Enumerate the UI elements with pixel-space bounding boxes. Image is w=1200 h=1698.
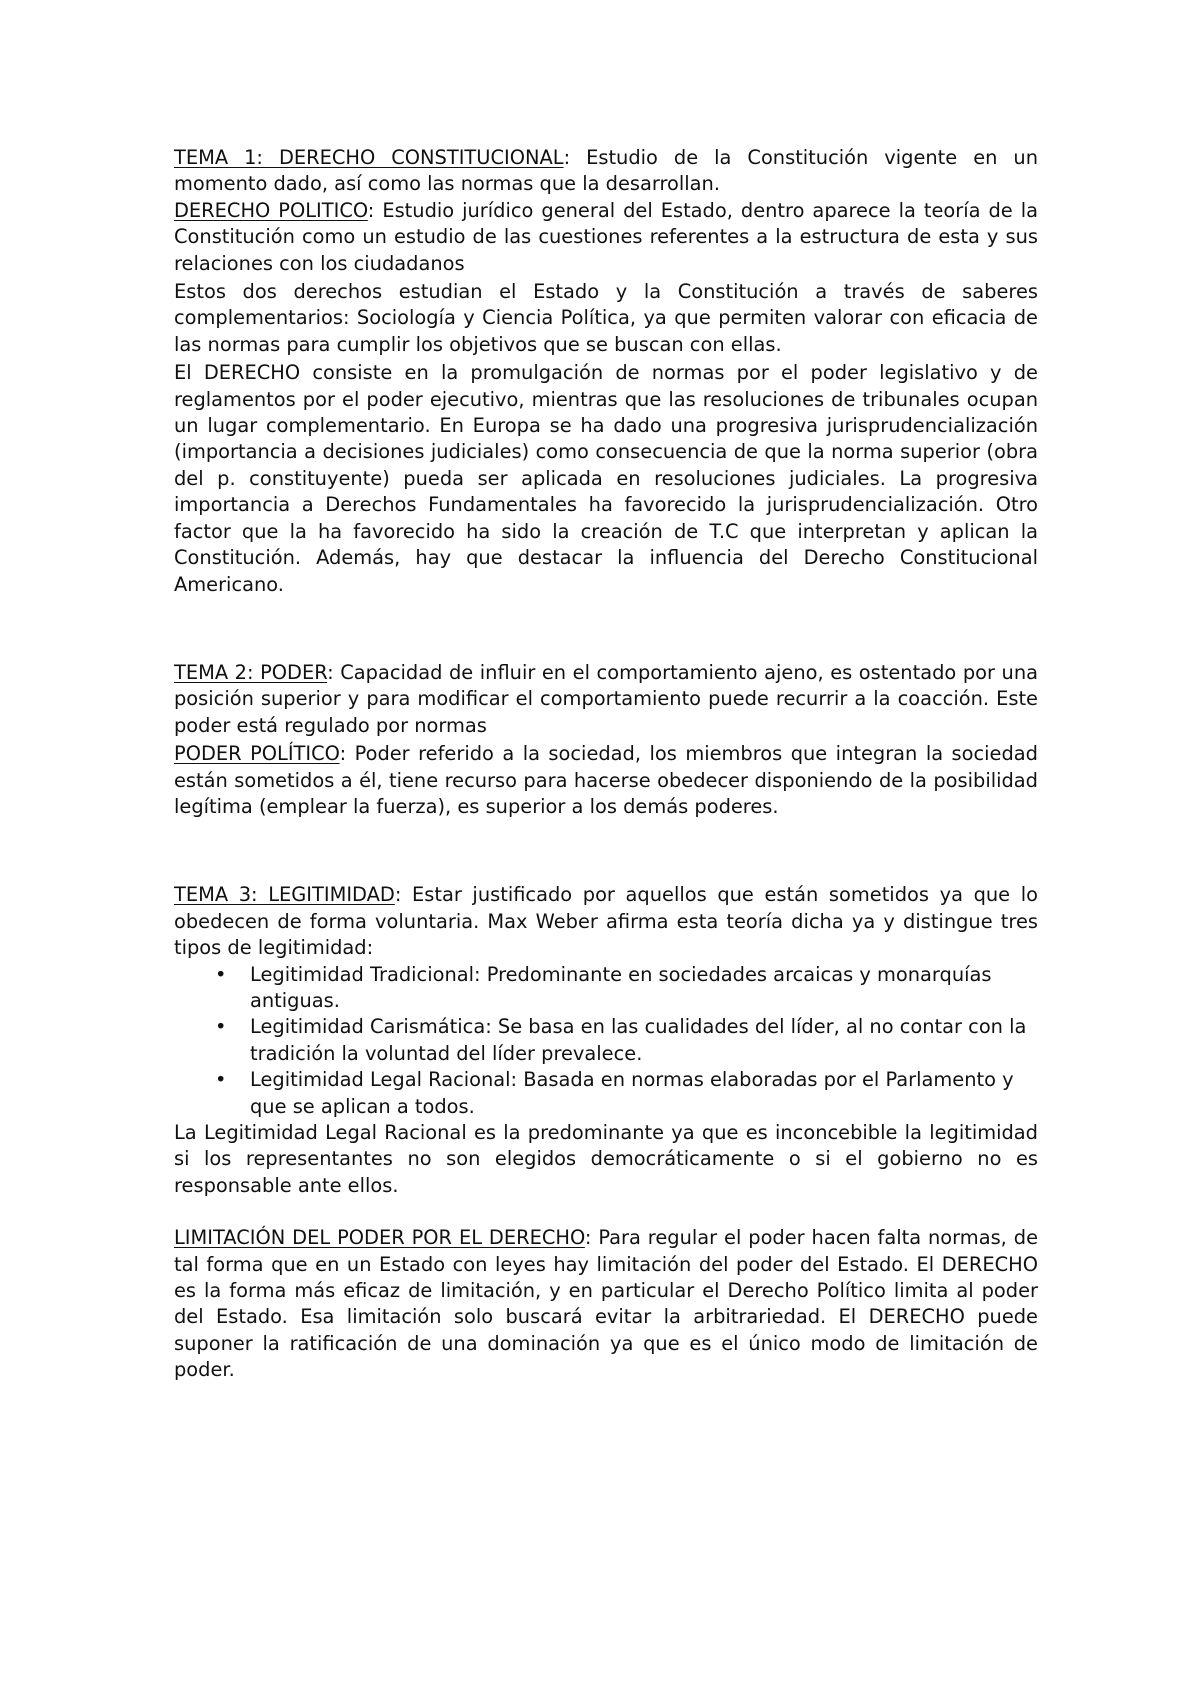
tema1-paragraph-2: [174, 198, 1038, 277]
bullet-icon: •: [215, 962, 227, 986]
list-item-text: Legitimidad Legal Racional: Basada en normas elaboradas por el Parlamento y que se aplican a todos.: [250, 1068, 1014, 1118]
poder-politico-heading: PODER POLÍTICO: [174, 742, 340, 766]
list-item: [174, 962, 1038, 1015]
bullet-icon: •: [215, 1068, 227, 1092]
document-page: [174, 145, 1038, 1384]
tema2-heading: TEMA 2: PODER: [174, 660, 328, 684]
tema3-heading: TEMA 3: LEGITIMIDAD: [174, 883, 395, 907]
tema1-paragraph-3: Estos dos derechos estudian el Estado y la Constitución a través de saberes complementarios: Sociología y Ciencia Política, ya que permiten valorar con eficacia de las normas para cumplir los objetivos que se buscan con ellas.: [174, 280, 1038, 356]
tema3-paragraph-2: La Legitimidad Legal Racional es la predominante ya que es inconcebible la legitimidad si los representantes no son elegidos democráticamente o si el gobierno no es responsable ante ellos.: [174, 1121, 1038, 1197]
tema2-p2-text: : Poder referido a la sociedad, los miembros que integran la sociedad están sometidos a él, tiene recurso para hacerse obedecer disponiendo de la posibilidad legítima (emplear la fuerza), es superior a los demás poderes.: [174, 742, 1038, 818]
tema2-paragraph-1: [174, 660, 1038, 739]
tema3-paragraph-3: [174, 1225, 1038, 1383]
list-item: [174, 1067, 1038, 1120]
bullet-icon: •: [215, 1015, 227, 1039]
derecho-politico-heading: DERECHO POLITICO: [174, 198, 368, 222]
tema2-paragraph-2: [174, 741, 1038, 820]
tema3-p1-text: : Estar justificado por aquellos que están sometidos ya que lo obedecen de forma voluntaria. Max Weber afirma esta teoría dicha ya y distingue tres tipos de legitimidad:: [174, 883, 1038, 960]
tema1-p2-text: : Estudio jurídico general del Estado, dentro aparece la teoría de la Constitución como un estudio de las cuestiones referentes a la estructura de esta y sus relaciones con los ciudadanos: [174, 198, 1038, 275]
list-item-text: Legitimidad Carismática: Se basa en las cualidades del líder, al no contar con la tradición la voluntad del líder prevalece.: [250, 1015, 1027, 1065]
legitimidad-list: [174, 962, 1038, 1120]
tema2-p1-text: : Capacidad de influir en el comportamiento ajeno, es ostentado por una posición superior y para modificar el comportamiento puede recurrir a la coacción. Este poder está regulado por normas: [174, 660, 1038, 737]
list-item-text: Legitimidad Tradicional: Predominante en sociedades arcaicas y monarquías antiguas.: [250, 962, 992, 1012]
tema3-paragraph-1: [174, 882, 1038, 961]
list-item: [174, 1014, 1038, 1067]
tema1-paragraph-1: [174, 145, 1038, 198]
tema1-paragraph-4: El DERECHO consiste en la promulgación de normas por el poder legislativo y de reglamentos por el poder ejecutivo, mientras que las resoluciones de tribunales ocupan un lugar complementario. En Europa se ha dado una progresiva jurisprudencialización (importancia a decisiones judiciales) como consecuencia de que la norma superior (obra del p. constituyente) pueda ser aplicada en resoluciones judiciales. La progresiva importancia a Derechos Fundamentales ha favorecido la jurisprudencialización. Otro factor que la ha favorecido ha sido la creación de T.C que interpretan y aplican la Constitución. Además, hay que destacar la influencia del Derecho Constitucional Americano.: [174, 361, 1038, 596]
limitacion-heading: LIMITACIÓN DEL PODER POR EL DERECHO: [174, 1226, 585, 1250]
tema3-p3-text: : Para regular el poder hacen falta normas, de tal forma que en un Estado con leyes hay limitación del poder del Estado. El DERECHO es la forma más eficaz de limitación, y en particular el Derecho Político limita al poder del Estado. Esa limitación solo buscará evitar la arbitrariedad. El DERECHO puede suponer la ratificación de una dominación ya que es el único modo de limitación de poder.: [174, 1226, 1038, 1382]
tema1-heading: TEMA 1: DERECHO CONSTITUCIONAL: [174, 146, 564, 169]
tema1-p1-text: : Estudio de la Constitución vigente en un momento dado, así como las normas que la desarrollan.: [174, 146, 1038, 196]
